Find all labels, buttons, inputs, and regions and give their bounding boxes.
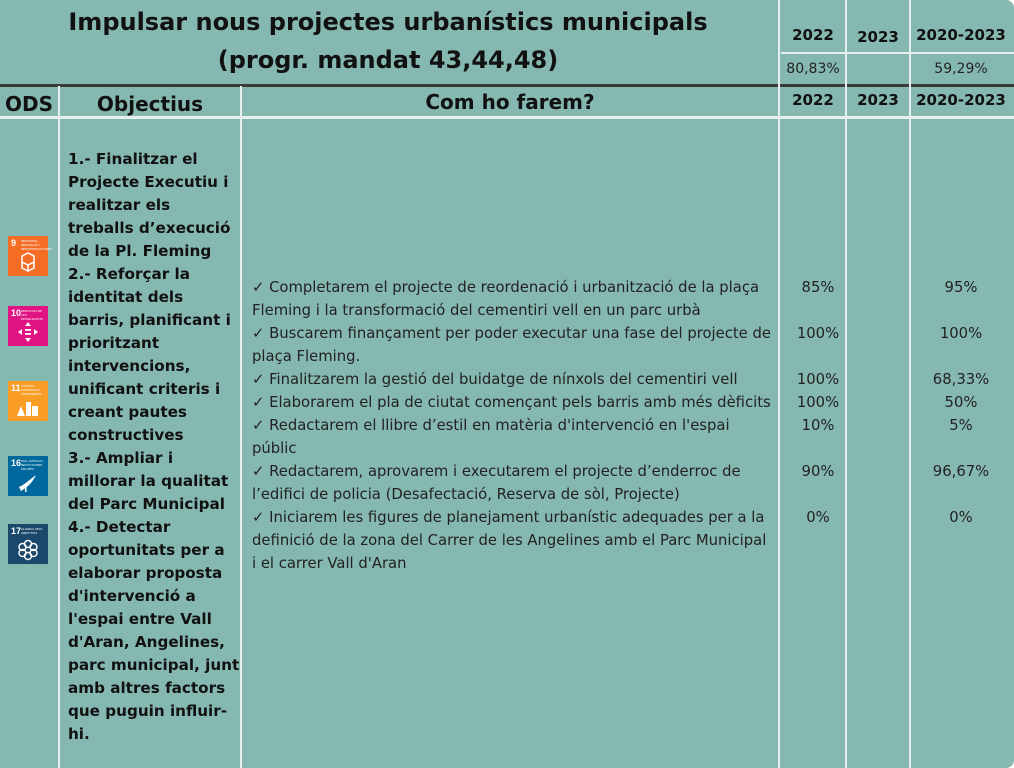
objective-item: 2.- Reforçar la identitat dels barris, planificant i prioritzant intervencions, unificant criteris i creant pautes constructives	[68, 265, 231, 444]
value-2020-2023: 68,33%	[932, 371, 990, 388]
values-2020-2023	[911, 276, 1011, 529]
column-header-2022: 2022	[792, 91, 834, 109]
value-2022: 0%	[806, 509, 830, 526]
objective-item: 3.- Ampliar i millorar la qualitat del Parc Municipal	[68, 449, 229, 513]
value-2020-2023: 5%	[949, 417, 973, 434]
column-header-2023: 2023	[857, 91, 899, 109]
value-2020-2023: 96,67%	[932, 463, 990, 480]
objective-item: 4.- Detectar oportunitats per a elaborar proposta d'intervenció a l'espai entre Vall d'Aran, Angelines, parc municipal, junt amb altres factors que puguin influir-hi.	[68, 518, 240, 743]
column-header-ods: ODS	[4, 92, 53, 116]
sdg-9-icon: 9 INDÚSTRIA, INNOVACIÓ I INFRAESTRUCTURES	[8, 236, 48, 276]
page-title: Impulsar nous projectes urbanístics municipals	[68, 8, 708, 36]
value-2022: 10%	[801, 417, 835, 434]
action-item: ✓ Finalitzarem la gestió del buidatge de nínxols del cementiri vell	[252, 371, 738, 388]
value-2020-2023: 50%	[944, 394, 978, 411]
objectives-list	[68, 148, 240, 746]
action-item: ✓ Redactarem el llibre d’estil en matèria d'intervenció en l'espai públic	[252, 417, 730, 457]
divider	[0, 84, 1014, 87]
divider	[240, 86, 242, 768]
header-year-2020-2023: 2020-2023	[916, 26, 1006, 44]
value-2022: 85%	[801, 279, 835, 296]
values-2022	[781, 276, 855, 529]
header-year-2023: 2023	[857, 28, 899, 46]
column-header-2020-2023: 2020-2023	[916, 91, 1006, 109]
value-2022: 100%	[796, 371, 840, 388]
action-item: ✓ Redactarem, aprovarem i executarem el projecte d’enderroc de l’edifici de policia (Desafectació, Reserva de sòl, Projecte)	[252, 463, 741, 503]
value-2020-2023: 95%	[944, 279, 978, 296]
column-header-com-ho-farem: Com ho farem?	[425, 90, 595, 114]
value-2022: 90%	[801, 463, 835, 480]
action-item: ✓ Buscarem finançament per poder executar una fase del projecte de plaça Fleming.	[252, 325, 771, 365]
sdg-17-icon: 17 ALIANÇA PELS OBJECTIUS	[8, 524, 48, 564]
objective-item: 1.- Finalitzar el Projecte Executiu i realitzar els treballs d’execució de la Pl. Fleming	[68, 150, 231, 260]
value-2020-2023: 100%	[939, 325, 983, 342]
sdg-16-icon: 16 PAU, JUSTÍCIA I INSTITUCIONS SÒLIDES	[8, 456, 48, 496]
value-2022: 100%	[796, 394, 840, 411]
column-header-objectius: Objectius	[96, 92, 204, 116]
action-item: ✓ Iniciarem les figures de planejament urbanístic adequades per a la definició de la zona del Carrer de les Angelines amb el Parc Municipal i el carrer Vall d'Aran	[252, 509, 767, 572]
divider	[778, 0, 780, 768]
total-2022: 80,83%	[786, 61, 840, 77]
action-item: ✓ Completarem el projecte de reordenació i urbanització de la plaça Fleming i la transformació del cementiri vell en un parc urbà	[252, 279, 760, 319]
sdg-11-icon: 11 CIUTATS I COMUNITATS SOSTENIBLES	[8, 381, 48, 421]
divider	[781, 52, 1014, 54]
sdg-10-icon: 10 REDUCCIÓ DE LES DESIGUALTATS	[8, 306, 48, 346]
total-2020-2023: 59,29%	[934, 61, 988, 77]
divider	[58, 86, 60, 768]
divider	[0, 116, 1014, 119]
actions-list	[252, 276, 774, 575]
page-subtitle: (progr. mandat 43,44,48)	[217, 46, 559, 74]
value-2022: 100%	[796, 325, 840, 342]
value-2020-2023: 0%	[949, 509, 973, 526]
action-item: ✓ Elaborarem el pla de ciutat començant pels barris amb més dèficits	[252, 394, 771, 411]
header-year-2022: 2022	[792, 26, 834, 44]
